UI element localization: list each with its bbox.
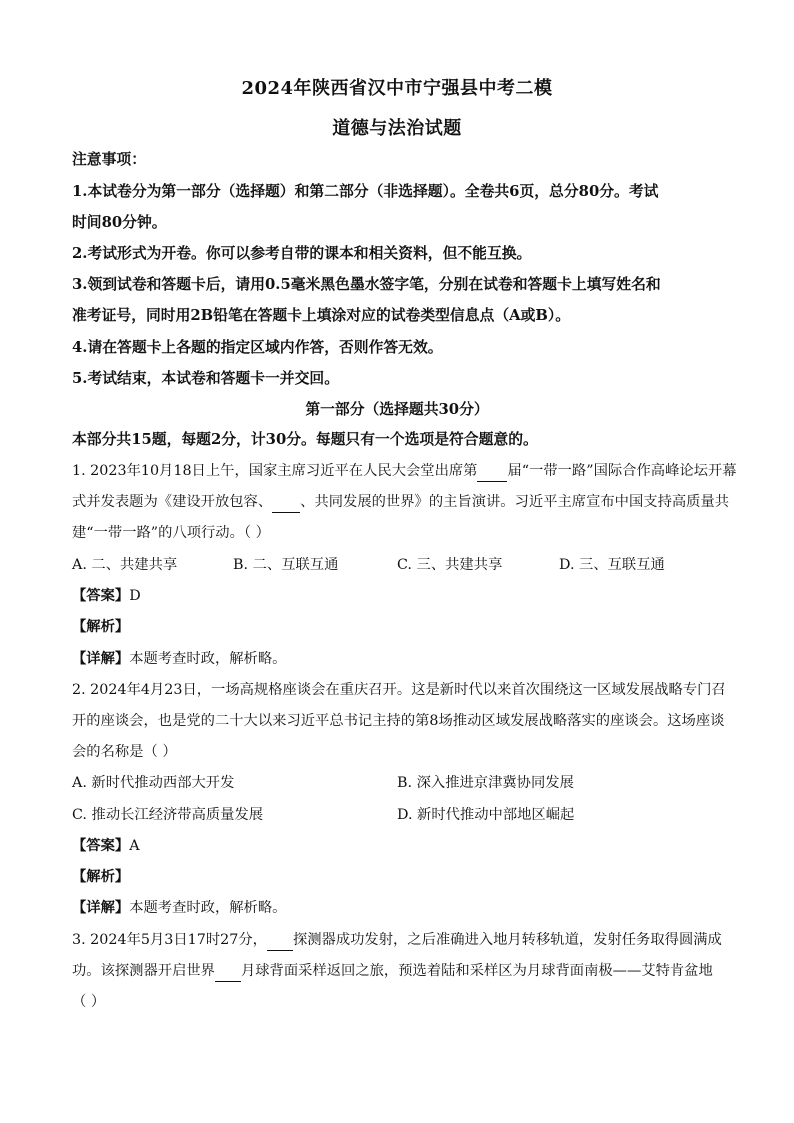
notice-item: 4.请在答题卡上各题的指定区域内作答，否则作答无效。	[72, 339, 443, 356]
question-text: 、共同发展的世界》的主旨演讲。习近平主席宣布中国支持高质量共	[300, 494, 730, 510]
fill-blank	[215, 961, 241, 982]
question-text: 月球背面采样返回之旅，预选着陆和采样区为月球背面南极——艾特肯盆地	[240, 963, 713, 979]
answer-label: 【答案】	[72, 838, 130, 854]
answer-value: A	[129, 838, 140, 854]
question-text: 1. 2023年10月18日上午，国家主席习近平在人民大会堂出席第	[72, 463, 478, 479]
option-c: C. 三、共建共享	[397, 557, 503, 573]
option-b: B. 深入推进京津冀协同发展	[397, 775, 574, 791]
answer-line	[72, 586, 722, 606]
question-text: 届“一带一路”国际合作高峰论坛开幕	[507, 463, 737, 479]
notice-heading: 注意事项：	[72, 151, 146, 168]
notice-item: 2.考试形式为开卷。你可以参考自带的课本和相关资料，但不能互换。	[72, 245, 532, 262]
question-text: 式并发表题为《建设开放包容、	[72, 494, 273, 510]
question-2-line: 会的名称是（ ）	[72, 744, 177, 760]
question-1-line	[72, 492, 730, 513]
detail-text: 本题考查时政，解析略。	[129, 900, 287, 916]
detail-text: 本题考查时政，解析略。	[129, 651, 287, 667]
analysis-label: 【解析】	[72, 869, 130, 885]
exam-title: 2024年陕西省汉中市宁强县中考二模	[241, 78, 553, 99]
exam-subject-title: 道德与法治试题	[332, 118, 462, 139]
section-title: 第一部分（选择题共30分）	[305, 401, 489, 418]
detail-line	[72, 898, 722, 918]
notice-item: 准考证号，同时用2B铅笔在答题卡上填涂对应的试卷类型信息点（A或B）。	[72, 307, 571, 324]
question-2-line: 开的座谈会，也是党的二十大以来习近平总书记主持的第8场推动区域发展战略落实的座谈会。这场座谈	[72, 713, 725, 729]
detail-label: 【详解】	[72, 900, 130, 916]
option-d: D. 新时代推动中部地区崛起	[397, 807, 575, 823]
fill-blank	[477, 461, 507, 482]
detail-line	[72, 649, 722, 669]
question-1-line: 建“一带一路”的八项行动。（ ）	[72, 525, 270, 541]
analysis-label: 【解析】	[72, 619, 130, 635]
answer-label: 【答案】	[72, 588, 130, 604]
notice-item: 5.考试结束，本试卷和答题卡一并交回。	[72, 370, 339, 387]
question-text: 探测器成功发射，之后准确进入地月转移轨道，发射任务取得圆满成	[292, 932, 722, 948]
option-c: C. 推动长江经济带高质量发展	[72, 807, 264, 823]
notice-item: 时间80分钟。	[72, 214, 167, 231]
notice-item: 1.本试卷分为第一部分（选择题）和第二部分（非选择题）。全卷共6页，总分80分。考试	[72, 183, 659, 200]
option-a: A. 二、共建共享	[72, 557, 178, 573]
answer-value: D	[129, 588, 141, 604]
fill-blank	[272, 492, 300, 513]
section-instruction: 本部分共15题，每题2分，计30分。每题只有一个选项是符合题意的。	[72, 431, 538, 448]
question-1-line	[72, 461, 737, 482]
question-3-line	[72, 961, 722, 982]
notice-item: 3.领到试卷和答题卡后，请用0.5毫米黑色墨水签字笔，分别在试卷和答题卡上填写姓名和	[72, 276, 661, 293]
question-text: 3. 2024年5月3日17时27分，	[72, 932, 267, 948]
question-text: 功。该探测器开启世界	[72, 963, 215, 979]
option-a: A. 新时代推动西部大开发	[72, 775, 235, 791]
fill-blank	[267, 930, 293, 951]
answer-line	[72, 836, 722, 856]
question-3-line	[72, 930, 722, 951]
question-2-line: 2. 2024年4月23日，一场高规格座谈会在重庆召开。这是新时代以来首次围绕这一区域发展战略专门召	[72, 682, 726, 698]
option-d: D. 三、互联互通	[559, 557, 665, 573]
detail-label: 【详解】	[72, 651, 130, 667]
question-3-line: （ ）	[72, 994, 106, 1010]
option-b: B. 二、互联互通	[233, 557, 339, 573]
